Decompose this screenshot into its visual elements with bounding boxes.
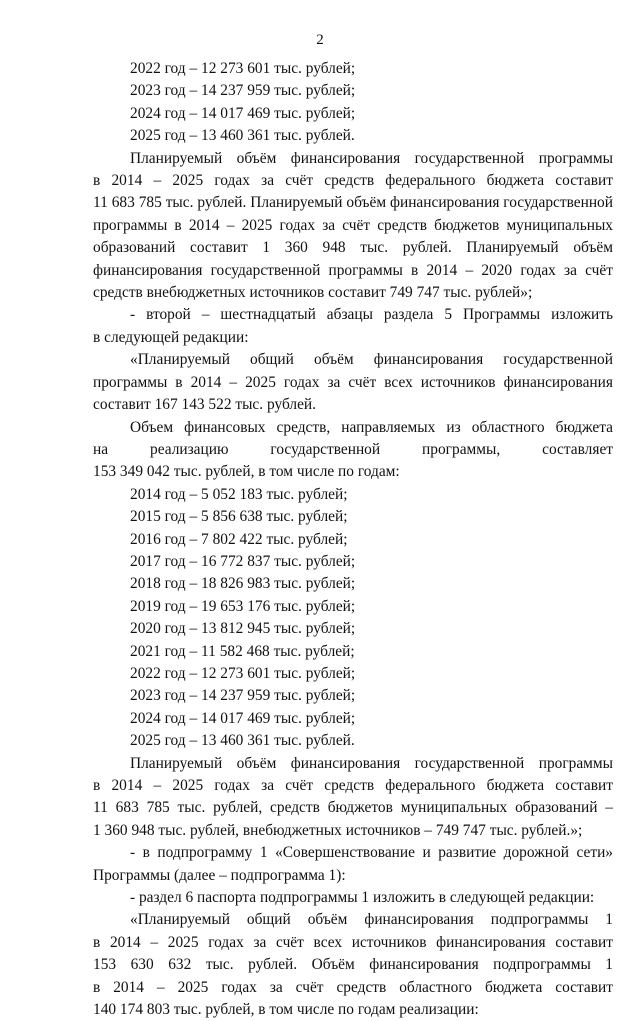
text-line: «Планируемый общий объём финансирования государственной: [130, 351, 613, 369]
text-line: 2014 год – 5 052 183 тыс. рублей;: [130, 485, 348, 503]
text-line: финансирования государственной программы в 2014 – 2020 годах за счёт: [93, 261, 613, 279]
text-line: Объем финансовых средств, направляемых из областного бюджета: [130, 418, 613, 436]
text-line: 2023 год – 14 237 959 тыс. рублей;: [130, 82, 356, 100]
text-line: 2017 год – 16 772 837 тыс. рублей;: [130, 552, 356, 570]
text-line: 2018 год – 18 826 983 тыс. рублей;: [130, 575, 356, 593]
text-line: 153 349 042 тыс. рублей, в том числе по годам:: [93, 463, 400, 481]
text-line: 1 360 948 тыс. рублей, внебюджетных источников – 749 747 тыс. рублей.»;: [93, 821, 583, 839]
text-line: в 2014 – 2025 годах за счёт всех источников финансирования составит: [93, 933, 613, 951]
document-body: [93, 58, 613, 1021]
page-number: 2: [316, 32, 324, 48]
text-line: 11 683 785 тыс. рублей. Планируемый объём финансирования государственной: [93, 194, 613, 212]
text-line: Программы (далее – подпрограмма 1):: [93, 866, 346, 884]
text-line: 153 630 632 тыс. рублей. Объём финансирования подпрограммы 1: [93, 956, 613, 974]
text-line: программы в 2014 – 2025 годах за счёт средств бюджетов муниципальных: [93, 216, 613, 234]
text-line: средств внебюджетных источников составит 749 747 тыс. рублей»;: [93, 284, 533, 302]
text-line: - второй – шестнадцатый абзацы раздела 5 Программы изложить: [130, 306, 613, 324]
text-line: - в подпрограмму 1 «Совершенствование и развитие дорожной сети»: [130, 844, 613, 862]
text-line: 140 174 803 тыс. рублей, в том числе по годам реализации:: [93, 1001, 479, 1019]
text-line: составит 167 143 522 тыс. рублей.: [93, 396, 316, 414]
text-line: 2023 год – 14 237 959 тыс. рублей;: [130, 687, 356, 705]
text-line: 2021 год – 11 582 468 тыс. рублей;: [130, 642, 355, 660]
text-line: на реализацию государственной программы, составляет: [93, 440, 613, 458]
text-line: 11 683 785 тыс. рублей, средств бюджетов муниципальных образований –: [93, 799, 613, 817]
text-line: Планируемый объём финансирования государственной программы: [130, 754, 613, 772]
text-line: - раздел 6 паспорта подпрограммы 1 изложить в следующей редакции:: [130, 889, 595, 907]
text-line: Планируемый объём финансирования государственной программы: [130, 149, 613, 167]
text-line: 2025 год – 13 460 361 тыс. рублей.: [130, 127, 355, 145]
text-line: 2016 год – 7 802 422 тыс. рублей;: [130, 530, 348, 548]
text-line: 2020 год – 13 812 945 тыс. рублей;: [130, 620, 356, 638]
text-line: в следующей редакции:: [93, 328, 249, 346]
text-line: в 2014 – 2025 годах за счёт средств федерального бюджета составит: [93, 172, 613, 190]
text-line: программы в 2014 – 2025 годах за счёт всех источников финансирования: [93, 373, 613, 391]
text-line: в 2014 – 2025 годах за счёт средств федерального бюджета составит: [93, 777, 613, 794]
text-line: 2022 год – 12 273 601 тыс. рублей;: [130, 664, 356, 682]
text-line: 2022 год – 12 273 601 тыс. рублей;: [130, 60, 356, 77]
text-line: в 2014 – 2025 годах за счёт средств областного бюджета составит: [93, 978, 613, 996]
text-line: 2024 год – 14 017 469 тыс. рублей;: [130, 709, 356, 727]
text-line: 2024 год – 14 017 469 тыс. рублей;: [130, 104, 356, 122]
text-line: образований составит 1 360 948 тыс. рублей. Планируемый объём: [93, 239, 613, 257]
text-line: «Планируемый общий объём финансирования подпрограммы 1: [130, 911, 613, 929]
text-line: 2019 год – 19 653 176 тыс. рублей;: [130, 597, 356, 615]
text-line: 2025 год – 13 460 361 тыс. рублей.: [130, 732, 355, 750]
text-line: 2015 год – 5 856 638 тыс. рублей;: [130, 508, 348, 526]
